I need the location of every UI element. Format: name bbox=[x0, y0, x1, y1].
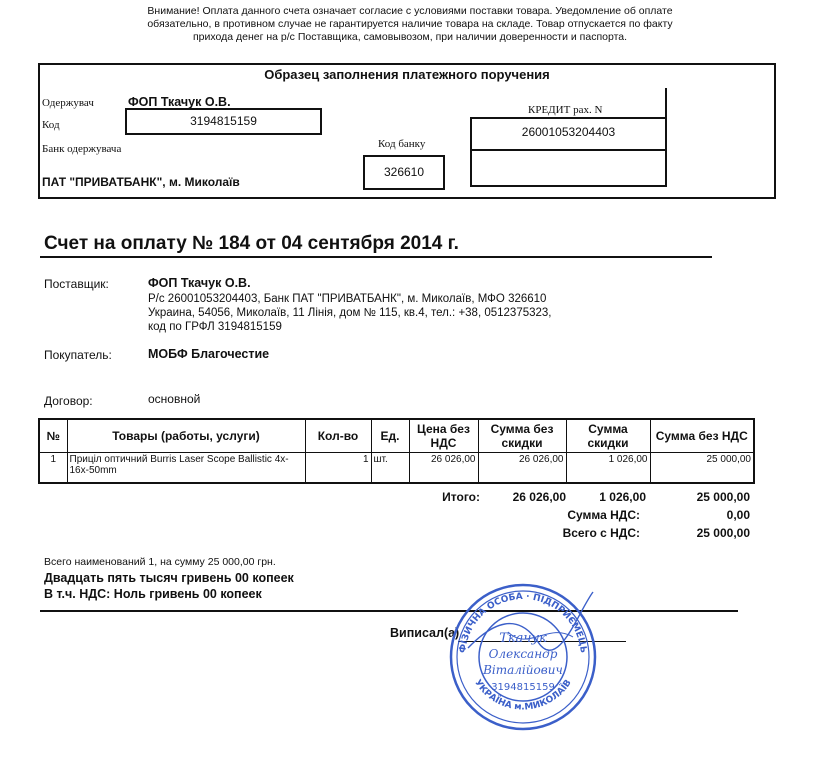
itogo-sum: 25 000,00 bbox=[696, 490, 750, 504]
header-unit: Ед. bbox=[371, 419, 409, 453]
row-price: 26 026,00 bbox=[409, 453, 478, 484]
summary-vat-words: В т.ч. НДС: Ноль гривень 00 копеек bbox=[44, 587, 262, 601]
header-sum-no-discount: Сумма без скидки bbox=[478, 419, 566, 453]
bank-value: ПАТ "ПРИВАТБАНК", м. Миколаїв bbox=[42, 175, 240, 189]
buyer-name: МОБФ Благочестие bbox=[148, 347, 270, 361]
summary-words: Двадцать пять тысяч гривень 00 копеек bbox=[44, 571, 294, 585]
invoice-title: Счет на оплату № 184 от 04 сентября 2014 г. bbox=[44, 233, 459, 254]
bank-code-box bbox=[363, 155, 445, 190]
table-row bbox=[39, 453, 754, 484]
stamp-bottom-text: УКРАЇНА м.МИКОЛАЇВ bbox=[472, 678, 574, 713]
code-label: Код bbox=[42, 119, 60, 131]
stamp-code: 3194815159 bbox=[491, 682, 555, 693]
signature-separator bbox=[40, 610, 738, 612]
recipient-value: ФОП Ткачук О.В. bbox=[128, 95, 231, 109]
recipient-label: Одержувач bbox=[42, 97, 94, 109]
credit-label: КРЕДИТ рах. N bbox=[528, 104, 603, 116]
supplier-code: код по ГРФЛ 3194815159 bbox=[148, 321, 282, 333]
itogo-no-discount: 26 026,00 bbox=[512, 490, 566, 504]
header-sum: Сумма без НДС bbox=[650, 419, 754, 453]
itogo-discount: 1 026,00 bbox=[599, 490, 646, 504]
credit-box bbox=[470, 117, 667, 187]
contract-value: основной bbox=[148, 392, 201, 406]
row-unit: шт. bbox=[371, 453, 409, 484]
vat-label: Сумма НДС: bbox=[567, 508, 640, 522]
credit-divider bbox=[665, 88, 667, 119]
stamp-top-text: ФІЗИЧНА ОСОБА · ПІДПРИЄМЕЦЬ bbox=[458, 591, 588, 654]
items-table bbox=[38, 418, 755, 484]
header-num: № bbox=[39, 419, 67, 453]
itogo-label: Итого: bbox=[442, 490, 480, 504]
payment-order-title: Образец заполнения платежного поручения bbox=[264, 67, 550, 82]
total-label: Всего с НДС: bbox=[562, 526, 640, 540]
buyer-label: Покупатель: bbox=[44, 348, 112, 362]
warning-line-3: прихода денег на р/с Поставщика, самовывозом, при наличии доверенности и паспорта. bbox=[192, 31, 628, 43]
row-discount: 1 026,00 bbox=[566, 453, 650, 484]
row-sum: 25 000,00 bbox=[650, 453, 754, 484]
contract-label: Договор: bbox=[44, 394, 93, 408]
header-price: Цена без НДС bbox=[409, 419, 478, 453]
warning-line-1: Внимание! Оплата данного счета означает согласие с условиями поставки товара. Уведомление об оплате bbox=[147, 5, 673, 17]
title-underline bbox=[40, 256, 712, 258]
code-value: 3194815159 bbox=[190, 114, 257, 128]
header-discount: Сумма скидки bbox=[566, 419, 650, 453]
supplier-name: ФОП Ткачук О.В. bbox=[148, 276, 251, 290]
bank-code-value: 326610 bbox=[383, 165, 425, 179]
row-sum-no-discount: 26 026,00 bbox=[478, 453, 566, 484]
signature-label: Виписал(а) bbox=[390, 626, 460, 640]
bank-label: Банк одержувача bbox=[42, 143, 122, 155]
row-goods: Приціл оптичний Burris Laser Scope Ballistic 4x-16x-50mm bbox=[67, 453, 305, 484]
credit-top-line bbox=[470, 117, 667, 119]
stamp-name-3: Віталійович bbox=[483, 663, 563, 677]
stamp-name-2: Олександр bbox=[488, 647, 558, 661]
row-num: 1 bbox=[39, 453, 67, 484]
code-box bbox=[125, 108, 322, 135]
bank-code-label: Код банку bbox=[378, 138, 426, 150]
supplier-address: Украина, 54056, Миколаїв, 11 Лінія, дом № 115, кв.4, тел.: +38, 0512375323, bbox=[148, 307, 552, 319]
payment-warning bbox=[60, 5, 760, 44]
row-qty: 1 bbox=[305, 453, 371, 484]
summary-count: Всего наименований 1, на сумму 25 000,00 грн. bbox=[44, 556, 276, 568]
company-stamp bbox=[448, 582, 598, 732]
supplier-label: Поставщик: bbox=[44, 277, 109, 291]
vat-value: 0,00 bbox=[726, 508, 750, 522]
credit-value: 26001053204403 bbox=[472, 117, 665, 151]
stamp-name-1: Ткачук bbox=[499, 631, 547, 646]
table-header-row bbox=[39, 419, 754, 453]
header-qty: Кол-во bbox=[305, 419, 371, 453]
total-value: 25 000,00 bbox=[696, 526, 750, 540]
header-goods: Товары (работы, услуги) bbox=[67, 419, 305, 453]
supplier-account: Р/с 26001053204403, Банк ПАТ "ПРИВАТБАНК", м. Миколаїв, МФО 326610 bbox=[148, 293, 547, 305]
payment-order-sample bbox=[38, 63, 776, 199]
warning-line-2: обязательно, в противном случае не гарантируется наличие товара на складе. Товар отпускается по факту bbox=[147, 18, 673, 30]
